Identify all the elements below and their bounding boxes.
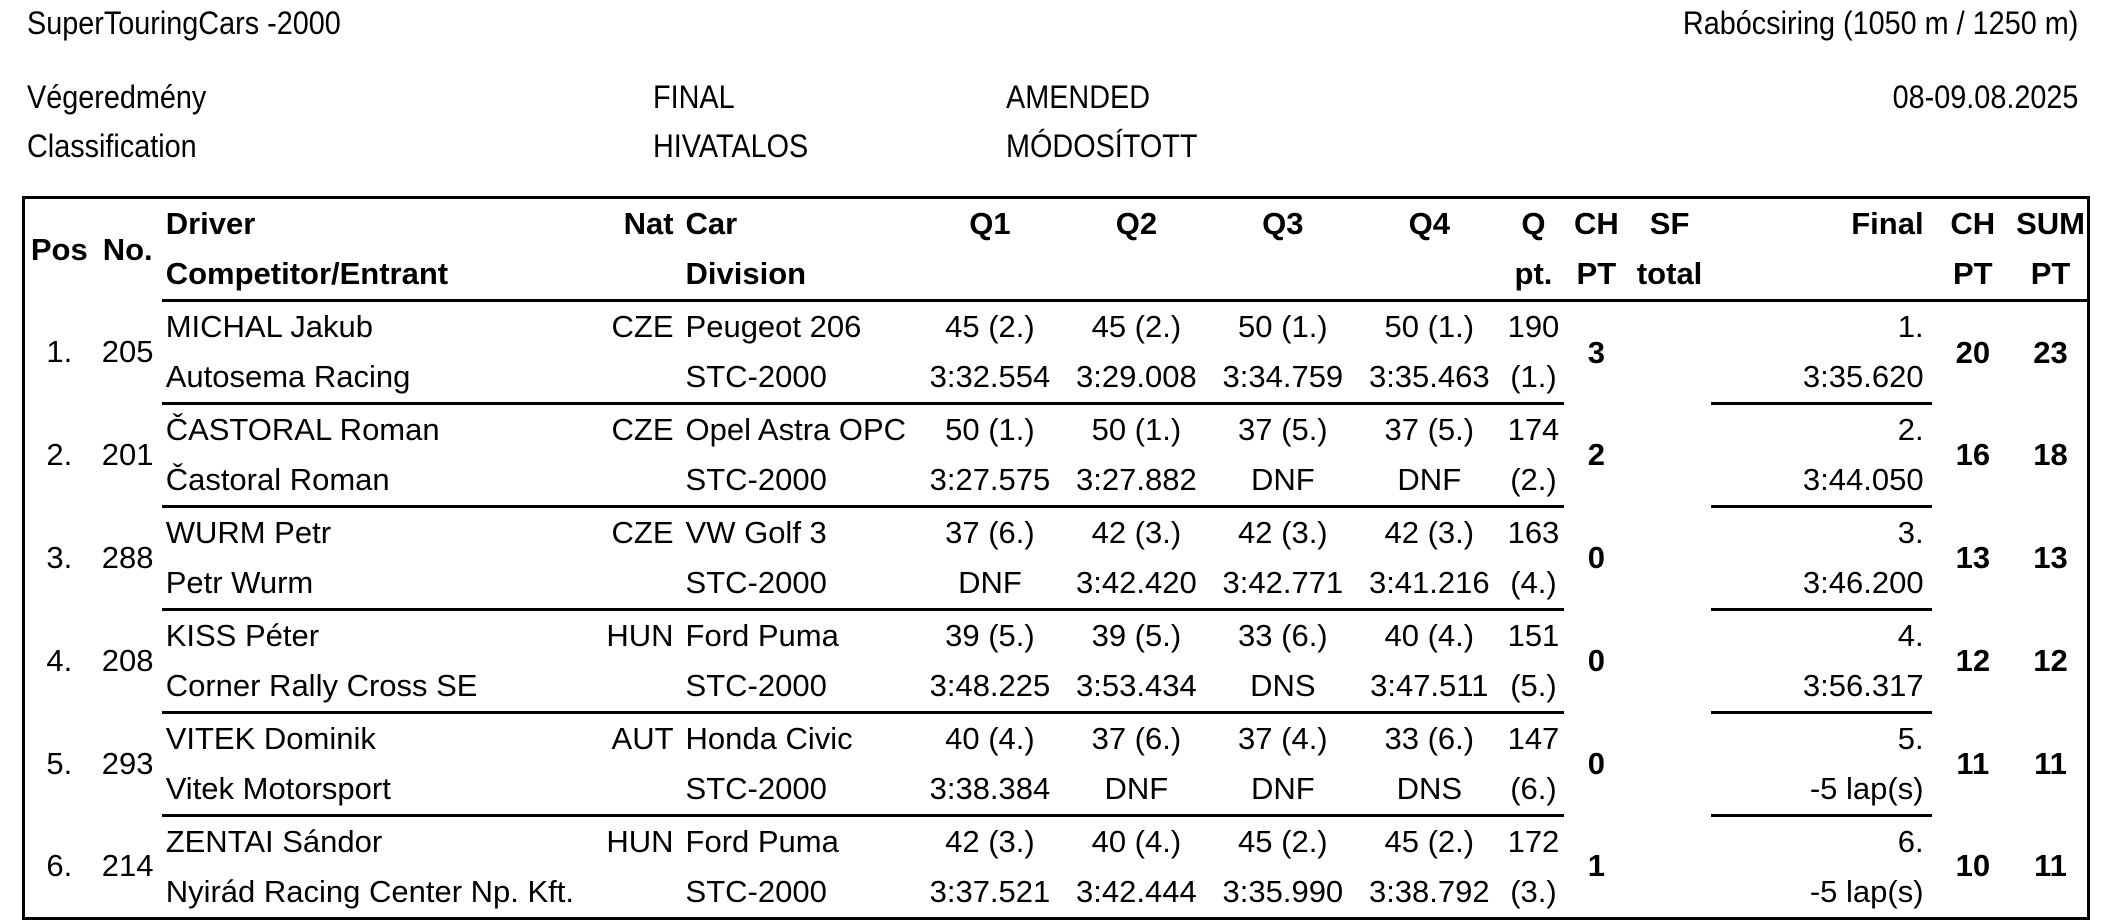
- col-driver: Driver: [165, 206, 256, 241]
- q1-time: DNF: [917, 558, 1063, 610]
- sf-total: [1628, 507, 1711, 610]
- division: STC-2000: [682, 352, 917, 404]
- status-amended: AMENDED: [1006, 79, 1151, 115]
- nationality: CZE: [611, 515, 674, 550]
- q4-time: 3:41.216: [1356, 558, 1502, 610]
- ch-points: 0: [1587, 746, 1605, 781]
- q2-time: DNF: [1063, 764, 1209, 816]
- ch-points: 3: [1587, 334, 1605, 370]
- col-car: Car: [685, 206, 738, 241]
- status-amended-hu: MÓDOSÍTOTT: [1006, 128, 1198, 164]
- ch-points: 0: [1587, 540, 1605, 575]
- car-number-cell: 288: [101, 540, 154, 575]
- table-row-secondary: [24, 661, 2089, 713]
- col-division: Division: [682, 249, 917, 301]
- q4-time: 3:47.511: [1356, 661, 1502, 713]
- nationality: CZE: [611, 412, 674, 447]
- q4-time: DNF: [1356, 455, 1502, 507]
- q-rank: (3.): [1510, 874, 1557, 909]
- ch-points-final: 20: [1955, 334, 1991, 370]
- table-row: [24, 507, 2089, 559]
- q2-points: 40 (4.): [1091, 824, 1182, 859]
- col-sf-bottom: total: [1628, 249, 1711, 301]
- table-row-secondary: [24, 352, 2089, 404]
- sf-total: [1628, 610, 1711, 713]
- col-no: No.: [102, 231, 153, 267]
- pos-cell: 2.: [46, 437, 73, 472]
- status-final: FINAL: [653, 79, 735, 115]
- nationality: HUN: [606, 618, 674, 653]
- q3-points: 37 (4.): [1238, 721, 1328, 756]
- q2-points: 39 (5.): [1091, 618, 1182, 653]
- q3-points: 50 (1.): [1238, 309, 1328, 344]
- final-time: -5 lap(s): [1809, 874, 1924, 909]
- car-model: Ford Puma: [685, 824, 839, 859]
- car-model: VW Golf 3: [685, 515, 827, 550]
- q1-time: 3:48.225: [917, 661, 1063, 713]
- ch-points: 0: [1587, 643, 1605, 678]
- col-chpt2-bottom: PT: [1932, 249, 2015, 301]
- final-position: 1.: [1897, 309, 1924, 344]
- division: STC-2000: [682, 764, 917, 816]
- driver-name: KISS Péter: [165, 618, 320, 653]
- final-time: 3:44.050: [1711, 455, 1932, 507]
- sf-total: [1628, 301, 1711, 404]
- q2-time: 3:42.444: [1076, 874, 1197, 909]
- q-rank: (4.): [1503, 558, 1565, 610]
- car-number-cell: 293: [101, 746, 154, 781]
- q1-points: 39 (5.): [945, 618, 1035, 653]
- sum-points: 11: [2034, 848, 2067, 884]
- q-points-total: 190: [1507, 309, 1560, 344]
- q1-points: 37 (6.): [945, 515, 1035, 550]
- division: STC-2000: [682, 455, 917, 507]
- table-row-secondary: [24, 558, 2089, 610]
- driver-name: ČASTORAL Roman: [165, 412, 440, 447]
- q3-time: DNF: [1210, 764, 1356, 816]
- final-time: 3:35.620: [1711, 352, 1932, 404]
- final-position: 3.: [1897, 515, 1924, 550]
- final-position: 6.: [1897, 824, 1924, 859]
- car-model: Ford Puma: [685, 618, 839, 653]
- pos-cell: 6.: [46, 848, 73, 884]
- q3-points: 37 (5.): [1238, 412, 1328, 447]
- q2-points: 42 (3.): [1091, 515, 1182, 550]
- col-q1: Q1: [969, 206, 1011, 241]
- q2-points: 37 (6.): [1091, 721, 1182, 756]
- table-row: [24, 404, 2089, 456]
- final-time: 3:56.317: [1711, 661, 1932, 713]
- table-row-secondary: [24, 455, 2089, 507]
- q2-time: 3:53.434: [1063, 661, 1209, 713]
- q4-points: 37 (5.): [1384, 412, 1475, 447]
- q4-points: 45 (2.): [1384, 824, 1475, 859]
- car-model: Peugeot 206: [685, 309, 862, 344]
- pos-cell: 5.: [46, 746, 73, 781]
- q2-points: 45 (2.): [1091, 309, 1182, 344]
- table-row: [24, 713, 2089, 765]
- sf-total: [1628, 816, 1711, 919]
- table-body: [24, 301, 2089, 919]
- ch-points: 1: [1587, 848, 1605, 884]
- sum-points: 13: [2033, 540, 2068, 575]
- q4-points: 33 (6.): [1384, 721, 1475, 756]
- col-competitor: Competitor/Entrant: [162, 249, 682, 301]
- status-official: HIVATALOS: [653, 128, 809, 164]
- q4-time: DNS: [1356, 764, 1502, 816]
- series-title: SuperTouringCars -2000: [27, 5, 341, 41]
- q-points-total: 163: [1507, 515, 1560, 550]
- q4-time: 3:38.792: [1368, 874, 1490, 909]
- results-table: [22, 196, 2090, 920]
- q1-time: 3:38.384: [917, 764, 1063, 816]
- q3-points: 33 (6.): [1238, 618, 1328, 653]
- pos-cell: 3.: [46, 540, 73, 575]
- col-sum-bottom: PT: [2014, 249, 2088, 301]
- ch-points-final: 12: [1955, 643, 1991, 678]
- driver-name: WURM Petr: [165, 515, 332, 550]
- pos-cell: 1.: [46, 334, 73, 369]
- sum-points: 23: [2033, 334, 2068, 370]
- pos-cell: 4.: [46, 643, 73, 678]
- q-rank: (1.): [1503, 352, 1565, 404]
- division: STC-2000: [682, 661, 917, 713]
- driver-name: MICHAL Jakub: [165, 309, 373, 344]
- q4-points: 40 (4.): [1384, 618, 1475, 653]
- col-qpt-bottom: pt.: [1503, 249, 1565, 301]
- sf-total: [1628, 404, 1711, 507]
- ch-points-final: 13: [1955, 540, 1991, 575]
- competitor-name: Častoral Roman: [162, 455, 682, 507]
- q-rank: (2.): [1503, 455, 1565, 507]
- table-header: [24, 198, 2089, 301]
- q3-points: 42 (3.): [1238, 515, 1328, 550]
- q-rank: (6.): [1503, 764, 1565, 816]
- q2-time: 3:29.008: [1063, 352, 1209, 404]
- q-points-total: 147: [1507, 721, 1560, 756]
- q1-time: 3:32.554: [917, 352, 1063, 404]
- q1-points: 50 (1.): [945, 412, 1035, 447]
- track-name: Rabócsiring (1050 m / 1250 m): [1682, 5, 2078, 41]
- table-row: [24, 610, 2089, 662]
- q2-time: 3:27.882: [1063, 455, 1209, 507]
- nationality: HUN: [606, 824, 674, 859]
- nationality: CZE: [611, 309, 674, 344]
- final-position: 5.: [1897, 721, 1924, 756]
- final-time: -5 lap(s): [1711, 764, 1932, 816]
- q-points-total: 172: [1507, 824, 1560, 859]
- final-position: 2.: [1897, 412, 1924, 447]
- q4-time: 3:35.463: [1356, 352, 1502, 404]
- col-sum-top: SUM: [2016, 206, 2085, 241]
- table-row-secondary: [24, 764, 2089, 816]
- q1-time: 3:27.575: [917, 455, 1063, 507]
- col-final: Final: [1851, 206, 1924, 241]
- col-q2: Q2: [1115, 206, 1158, 241]
- col-nat: Nat: [623, 206, 674, 241]
- q4-points: 50 (1.): [1384, 309, 1475, 344]
- sum-points: 11: [2034, 746, 2067, 781]
- division: STC-2000: [685, 874, 827, 909]
- sum-points: 12: [2033, 643, 2068, 678]
- q2-time: 3:42.420: [1063, 558, 1209, 610]
- driver-name: VITEK Dominik: [165, 721, 376, 756]
- competitor-name: Corner Rally Cross SE: [162, 661, 682, 713]
- q-points-total: 151: [1507, 618, 1560, 653]
- car-number-cell: 214: [101, 848, 154, 884]
- ch-points-final: 10: [1955, 848, 1991, 884]
- q-points-total: 174: [1507, 412, 1560, 447]
- q3-time: 3:42.771: [1210, 558, 1356, 610]
- table-row-secondary: [24, 867, 2089, 919]
- col-qpt-top: Q: [1521, 206, 1546, 241]
- col-q3: Q3: [1262, 206, 1304, 241]
- nationality: AUT: [611, 721, 674, 756]
- final-position: 4.: [1897, 618, 1924, 653]
- competitor-name: Petr Wurm: [162, 558, 682, 610]
- car-number-cell: 201: [101, 437, 154, 472]
- q3-time: 3:35.990: [1222, 874, 1344, 909]
- car-model: Opel Astra OPC: [685, 412, 907, 447]
- q-rank: (5.): [1503, 661, 1565, 713]
- q4-points: 42 (3.): [1384, 515, 1475, 550]
- q1-points: 42 (3.): [945, 824, 1035, 859]
- col-chpt-bottom: PT: [1564, 249, 1628, 301]
- division: STC-2000: [682, 558, 917, 610]
- col-chpt-top: CH: [1573, 206, 1619, 241]
- car-model: Honda Civic: [685, 721, 853, 756]
- q1-points: 45 (2.): [945, 309, 1035, 344]
- sf-total: [1628, 713, 1711, 816]
- q3-time: DNF: [1210, 455, 1356, 507]
- q2-points: 50 (1.): [1091, 412, 1182, 447]
- result-label-en: Classification: [27, 128, 197, 164]
- event-date: 08-09.08.2025: [1892, 79, 2078, 115]
- result-label-hu: Végeredmény: [27, 79, 207, 115]
- final-time: 3:46.200: [1711, 558, 1932, 610]
- table-row: [24, 301, 2089, 353]
- q3-time: 3:34.759: [1210, 352, 1356, 404]
- col-sf-top: SF: [1649, 206, 1690, 241]
- car-number-cell: 208: [101, 643, 154, 678]
- q3-points: 45 (2.): [1238, 824, 1328, 859]
- competitor-name: Nyirád Racing Center Np. Kft.: [165, 874, 575, 909]
- competitor-name: Autosema Racing: [162, 352, 682, 404]
- ch-points-final: 11: [1956, 746, 1990, 781]
- driver-name: ZENTAI Sándor: [165, 824, 383, 859]
- car-number-cell: 205: [101, 334, 154, 369]
- table-row: [24, 816, 2089, 868]
- col-chpt2-top: CH: [1950, 206, 1996, 241]
- col-pos: Pos: [30, 231, 88, 267]
- ch-points-final: 16: [1955, 437, 1991, 472]
- sum-points: 18: [2033, 437, 2068, 472]
- q3-time: DNS: [1210, 661, 1356, 713]
- ch-points: 2: [1587, 437, 1605, 472]
- q1-points: 40 (4.): [945, 721, 1035, 756]
- col-q4: Q4: [1408, 206, 1450, 241]
- q1-time: 3:37.521: [929, 874, 1051, 909]
- competitor-name: Vitek Motorsport: [162, 764, 682, 816]
